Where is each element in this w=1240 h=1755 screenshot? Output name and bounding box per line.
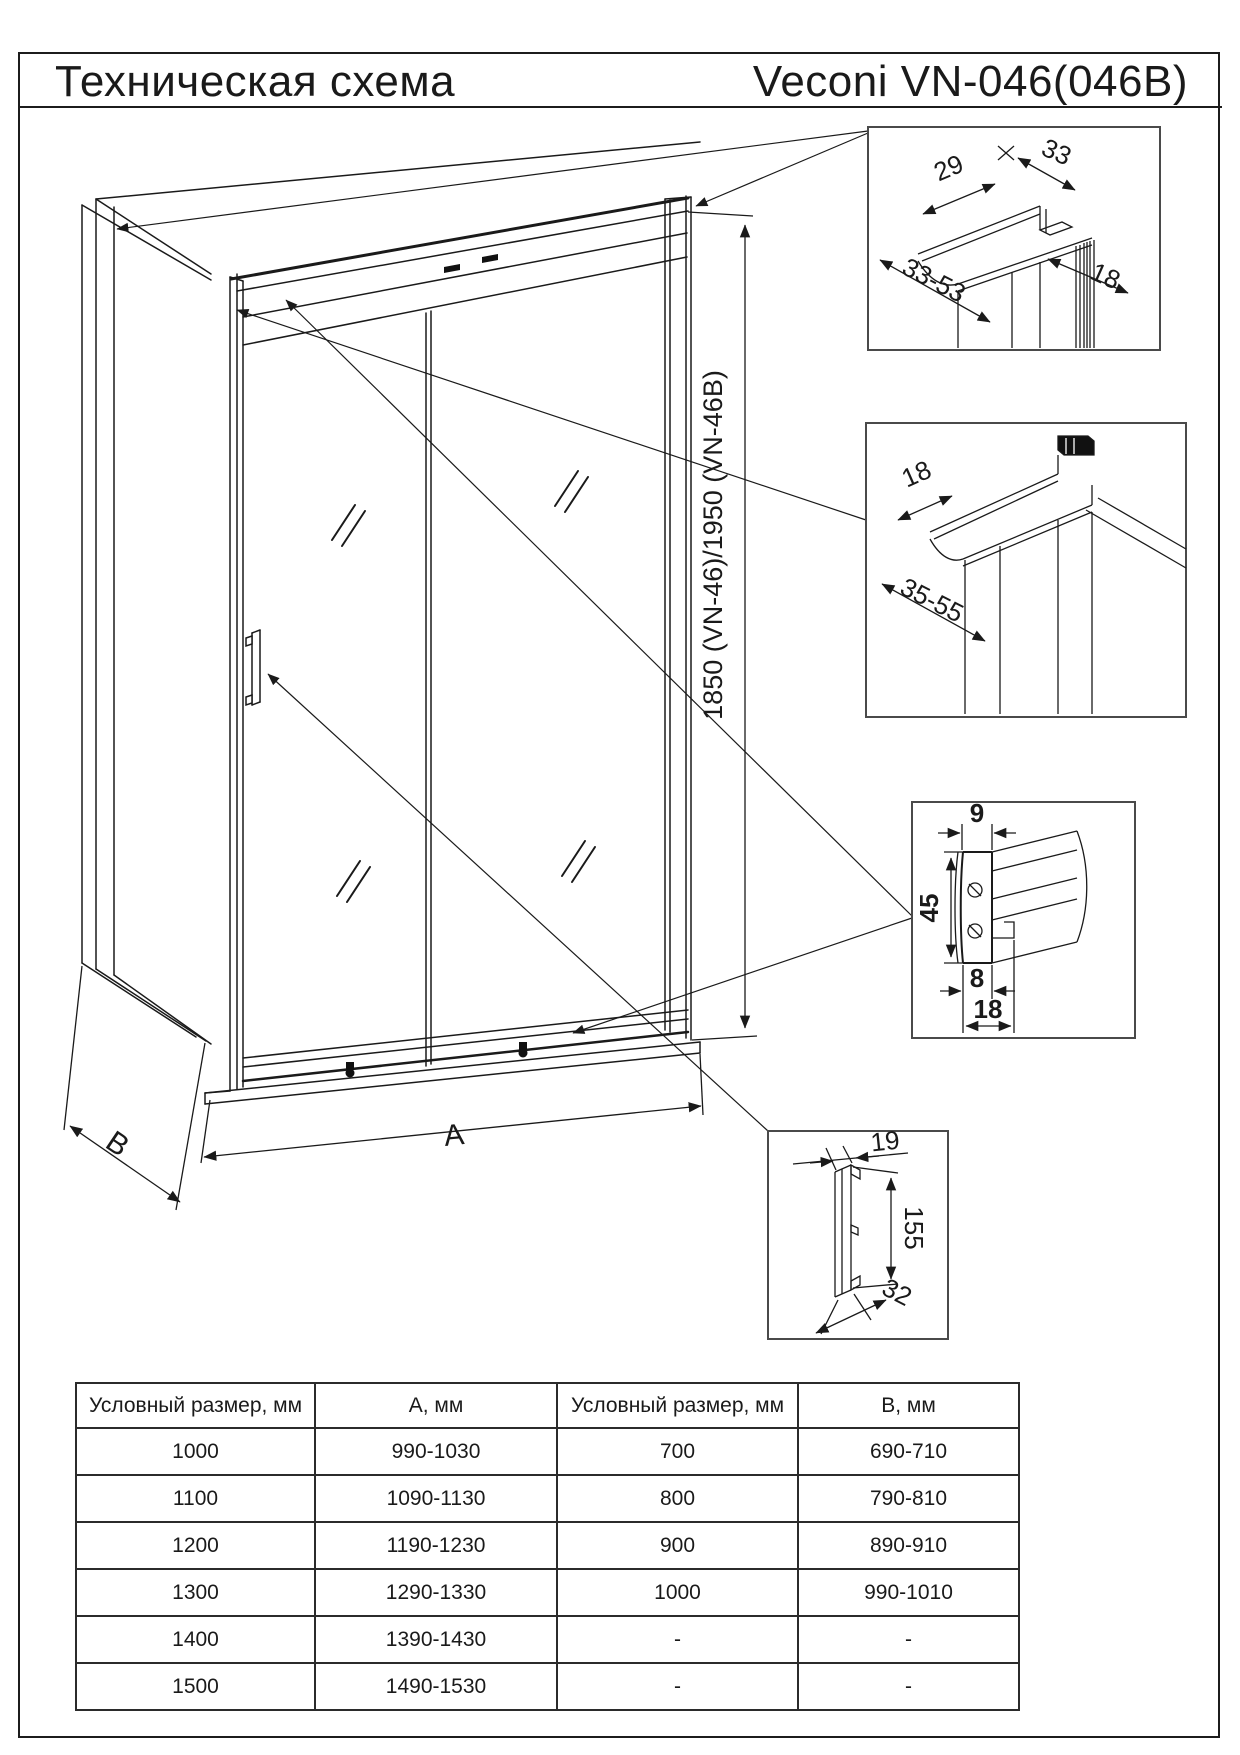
dim-18-top-label: 18	[1086, 256, 1125, 296]
table-cell: 1000	[557, 1569, 798, 1616]
shower-enclosure-iso	[82, 142, 700, 1104]
table-cell: 1290-1330	[315, 1569, 557, 1616]
table-cell: -	[798, 1616, 1019, 1663]
glass-divider	[426, 311, 431, 1066]
right-wall-profile	[665, 196, 691, 1040]
top-rail	[231, 198, 688, 345]
detail-bottom-profile	[912, 798, 1135, 1038]
col-header-b: В, мм	[798, 1383, 1019, 1428]
dim-8-label: 8	[969, 963, 985, 993]
table-cell: 690-710	[798, 1428, 1019, 1475]
dim-29-label: 29	[929, 148, 968, 188]
side-panel	[82, 199, 211, 1044]
dim-height-label: 1850 (VN-46)/1950 (VN-46B)	[698, 370, 728, 720]
detail-top-profile-box	[868, 127, 1160, 350]
table-cell: -	[798, 1663, 1019, 1710]
table-cell: 1000	[76, 1428, 315, 1475]
table-cell: 1200	[76, 1522, 315, 1569]
detail-bottom-profile-box	[912, 802, 1135, 1038]
model-title: Veconi VN-046(046B)	[752, 57, 1188, 106]
table-cell: 890-910	[798, 1522, 1019, 1569]
table-cell: -	[557, 1663, 798, 1710]
glass-reflection-marks	[332, 471, 595, 902]
col-header-nominal-b: Условный размер, мм	[557, 1383, 798, 1428]
top-back-edge	[96, 142, 700, 199]
table-row	[76, 1475, 1019, 1522]
table-cell: 1190-1230	[315, 1522, 557, 1569]
table-cell: 800	[557, 1475, 798, 1522]
table-cell: -	[557, 1616, 798, 1663]
dim-155-label: 155	[899, 1206, 929, 1250]
dim-19-label: 19	[869, 1124, 902, 1158]
page-title: Техническая схема	[55, 57, 456, 106]
dim-B-label: B	[99, 1124, 135, 1164]
dim-45-label: 45	[914, 893, 944, 923]
table-cell: 900	[557, 1522, 798, 1569]
table-cell: 1300	[76, 1569, 315, 1616]
dim-18-wall-label: 18	[897, 454, 936, 494]
table-row	[76, 1616, 1019, 1663]
col-header-nominal-a: Условный размер, мм	[76, 1383, 315, 1428]
table-cell: 1390-1430	[315, 1616, 557, 1663]
table-cell: 990-1030	[315, 1428, 557, 1475]
table-cell: 700	[557, 1428, 798, 1475]
table-row	[76, 1663, 1019, 1710]
size-table	[75, 1382, 1020, 1711]
size-table-header-row	[76, 1383, 1019, 1428]
dim-33-label: 33	[1037, 132, 1076, 172]
table-cell: 1090-1130	[315, 1475, 557, 1522]
dimension-B	[64, 966, 205, 1210]
dim-32-label: 32	[877, 1272, 917, 1312]
table-cell: 790-810	[798, 1475, 1019, 1522]
dim-9-label: 9	[969, 798, 985, 828]
table-cell: 1500	[76, 1663, 315, 1710]
left-wall-profile	[230, 274, 243, 1091]
dim-33-53-label: 33-53	[897, 251, 971, 309]
table-cell: 1100	[76, 1475, 315, 1522]
dim-35-55-label: 35-55	[895, 571, 969, 629]
detail-wall-profile	[866, 423, 1186, 717]
col-header-a: А, мм	[315, 1383, 557, 1428]
table-row	[76, 1522, 1019, 1569]
table-cell: 1490-1530	[315, 1663, 557, 1710]
dim-A-label: A	[442, 1118, 466, 1154]
table-cell: 1400	[76, 1616, 315, 1663]
table-cell: 990-1010	[798, 1569, 1019, 1616]
dim-18-bottom-label: 18	[973, 994, 1003, 1024]
table-row	[76, 1569, 1019, 1616]
bottom-rail	[205, 1010, 700, 1104]
detail-top-profile	[868, 127, 1160, 350]
detail-handle	[768, 1125, 948, 1339]
door-handle	[246, 630, 260, 705]
table-row	[76, 1428, 1019, 1475]
